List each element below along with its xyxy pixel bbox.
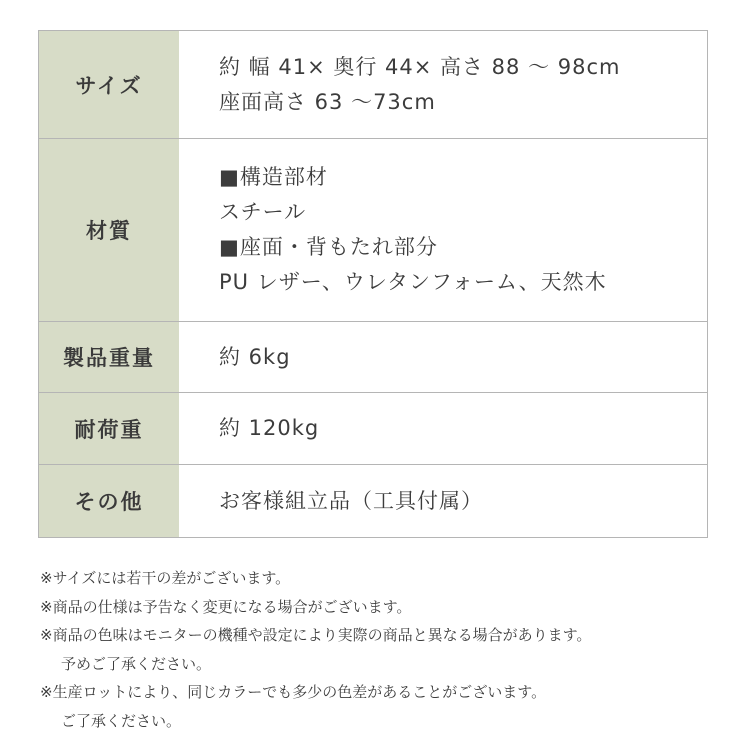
- spec-value-load-capacity: [179, 393, 707, 464]
- spec-label-load-capacity: 耐荷重: [39, 393, 179, 464]
- spec-value-other: [179, 465, 707, 537]
- note-lot-color: ※生産ロットにより、同じカラーでも多少の色差があることがございます。: [40, 683, 547, 701]
- spec-row-weight: [39, 322, 707, 393]
- spec-line: 約 幅 41× 奥行 44× 高さ 88 〜 98cm: [219, 54, 621, 79]
- spec-line: ■構造部材: [219, 165, 328, 189]
- spec-line: PU レザー、ウレタンフォーム、天然木: [219, 270, 607, 294]
- spec-line: 約 120kg: [219, 416, 320, 440]
- note-lot-color-cont: ご了承ください。: [61, 711, 182, 730]
- spec-label-weight: 製品重量: [39, 322, 179, 392]
- spec-value-size: [179, 31, 707, 138]
- spec-row-size: [39, 31, 707, 139]
- spec-row-other: [39, 465, 707, 537]
- spec-label-other: その他: [39, 465, 179, 537]
- spec-line: スチール: [219, 200, 307, 224]
- spec-label-material: 材質: [39, 139, 179, 321]
- note-size-variance: ※サイズには若干の差がございます。: [40, 569, 291, 587]
- spec-label-size: サイズ: [39, 31, 179, 138]
- spec-row-load-capacity: [39, 393, 707, 465]
- spec-value-material: [179, 139, 707, 321]
- spec-line: 座面高さ 63 〜73cm: [219, 89, 436, 114]
- note-color-monitor-cont: 予めご了承ください。: [61, 654, 212, 673]
- spec-value-weight: [179, 322, 707, 392]
- note-color-monitor: ※商品の色味はモニターの機種や設定により実際の商品と異なる場合があります。: [40, 626, 592, 644]
- spec-table: [38, 30, 708, 538]
- note-spec-change: ※商品の仕様は予告なく変更になる場合がございます。: [40, 597, 412, 616]
- spec-line: 約 6kg: [219, 344, 291, 369]
- notes: [40, 564, 730, 735]
- spec-line: ■座面・背もたれ部分: [219, 235, 438, 259]
- spec-row-material: [39, 139, 707, 322]
- spec-line: お客様組立品（工具付属）: [219, 488, 483, 513]
